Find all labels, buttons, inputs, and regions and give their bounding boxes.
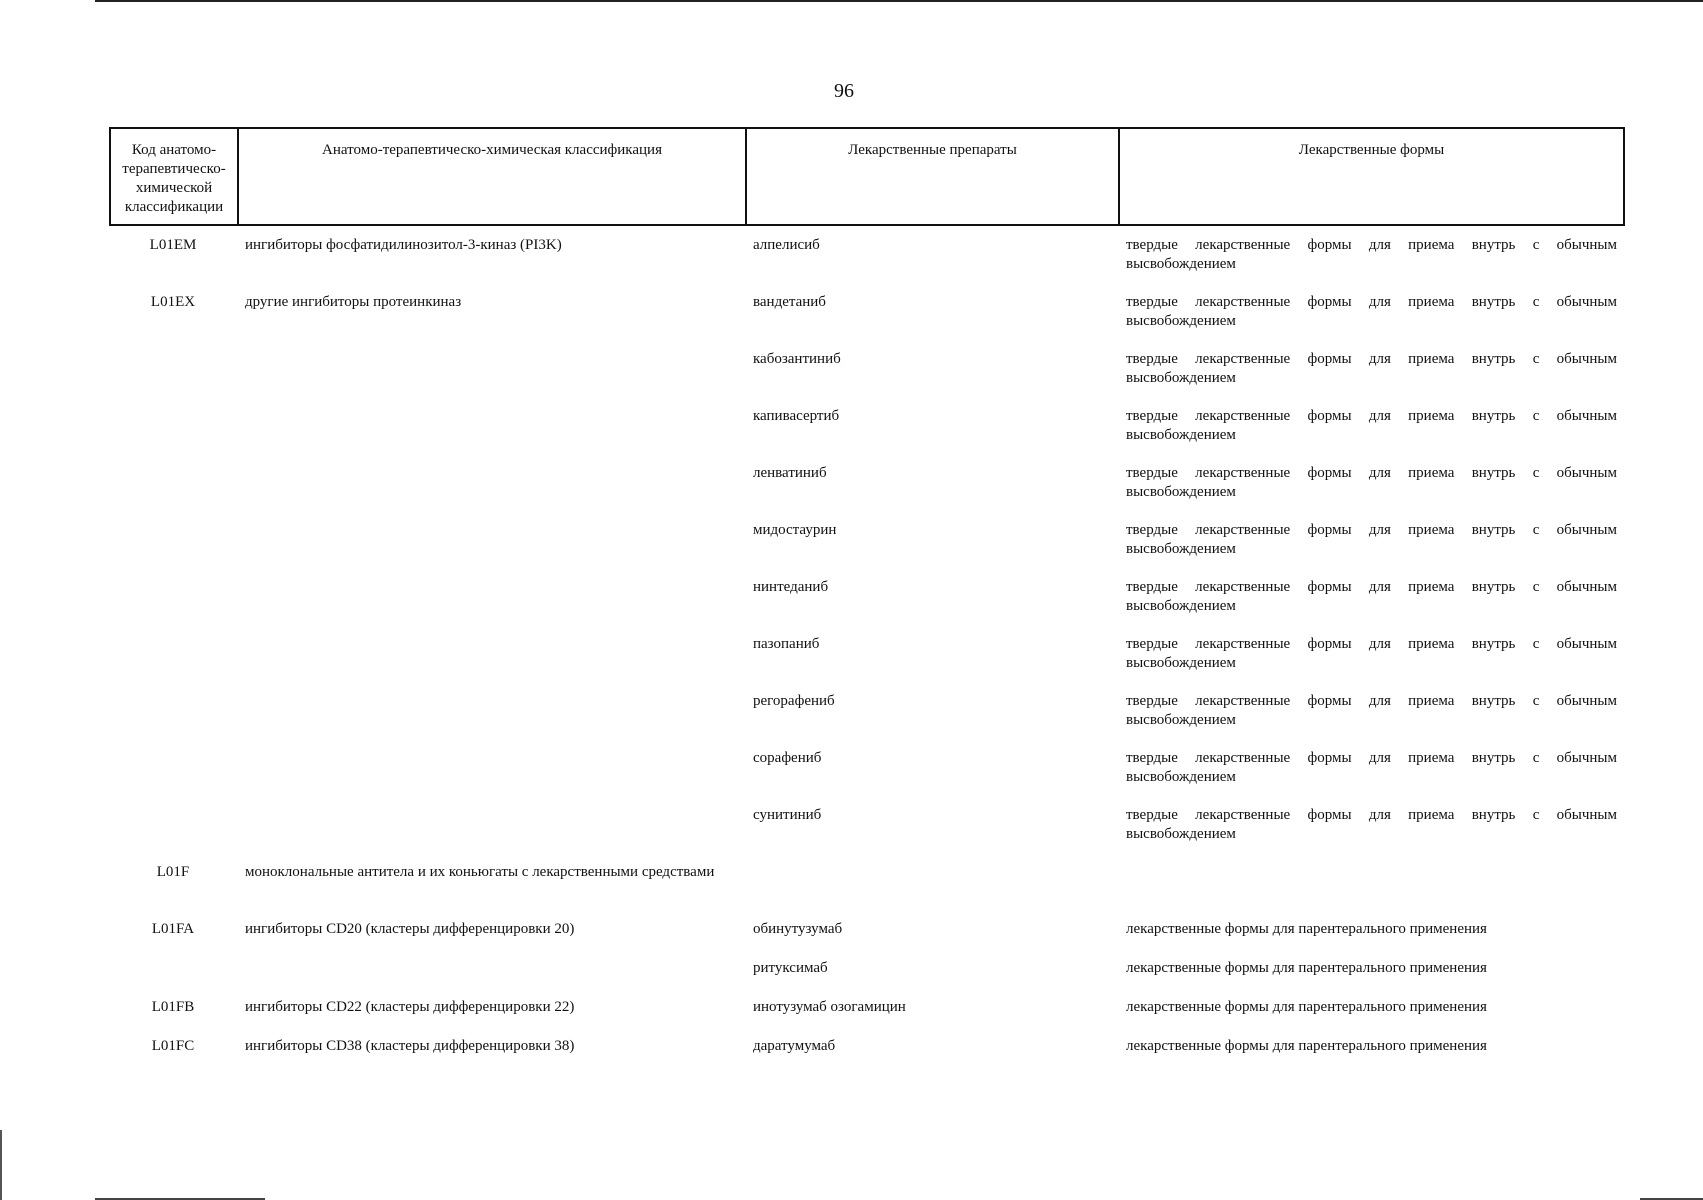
table-row [109,346,1623,403]
atc-code: L01FC [151,1038,195,1054]
atc-classification [237,460,745,517]
table-row [109,232,1623,289]
drug-name: вандетаниб [753,294,826,310]
atc-classification [237,631,745,688]
atc-code [109,955,237,994]
top-rule [95,0,1703,2]
header-classification: Анатомо-терапевтическо-химическая классификация [238,128,746,225]
atc-classification [237,346,745,403]
dosage-form: твердые лекарственные формы для приема внутрь с обычным высвобождением [1126,807,1617,842]
atc-classification [237,574,745,631]
table-row [109,859,1623,916]
table-row [109,460,1623,517]
drug-name [745,859,1118,916]
drug-name: сорафениб [753,750,822,766]
table-row [109,574,1623,631]
drug-name: ритуксимаб [753,960,828,976]
atc-code: L01F [156,864,190,880]
drug-name: ленватиниб [753,465,827,481]
dosage-form: твердые лекарственные формы для приема внутрь с обычным высвобождением [1126,408,1617,443]
dosage-form: твердые лекарственные формы для приема внутрь с обычным высвобождением [1126,522,1617,557]
scan-edge [0,1130,2,1200]
atc-code [109,517,237,574]
atc-code [109,574,237,631]
atc-code [109,460,237,517]
atc-classification: моноклональные антитела и их коньюгаты с лекарственными средствами [245,864,715,880]
table-row [109,916,1623,955]
table-row [109,994,1623,1033]
atc-classification: ингибиторы CD22 (кластеры дифференцировки 22) [245,999,575,1015]
atc-code: L01FB [151,999,195,1015]
table-row [109,289,1623,346]
dosage-form: твердые лекарственные формы для приема внутрь с обычным высвобождением [1126,636,1617,671]
atc-code [109,403,237,460]
atc-classification [237,688,745,745]
dosage-form: твердые лекарственные формы для приема внутрь с обычным высвобождением [1126,693,1617,728]
table-row [109,517,1623,574]
table-row [109,955,1623,994]
atc-code [109,745,237,802]
drug-name: сунитиниб [753,807,822,823]
dosage-form: лекарственные формы для парентерального применения [1126,1038,1487,1054]
table-row [109,631,1623,688]
table-row [109,802,1623,859]
atc-classification [237,403,745,460]
drug-name: регорафениб [753,693,835,709]
atc-code: L01FA [151,921,195,937]
atc-code [109,346,237,403]
atc-classification: другие ингибиторы протеинкиназ [245,294,462,310]
dosage-form: лекарственные формы для парентерального применения [1126,921,1487,937]
dosage-form: твердые лекарственные формы для приема внутрь с обычным высвобождением [1126,579,1617,614]
dosage-form: лекарственные формы для парентерального применения [1126,999,1487,1015]
dosage-form: твердые лекарственные формы для приема внутрь с обычным высвобождением [1126,465,1617,500]
header-drugs: Лекарственные препараты [746,128,1119,225]
dosage-form: твердые лекарственные формы для приема внутрь с обычным высвобождением [1126,351,1617,386]
table-row [109,1033,1623,1072]
atc-code: L01EM [149,237,197,253]
page-number: 96 [834,80,854,102]
table-row [109,403,1623,460]
atc-code [109,688,237,745]
drug-name: алпелисиб [753,237,820,253]
drug-name: обинутузумаб [753,921,843,937]
atc-classification: ингибиторы CD20 (кластеры дифференцировки 20) [245,921,575,937]
header-code: Код анатомо-терапевтическо-химической классификации [110,128,238,225]
atc-code [109,631,237,688]
dosage-form: твердые лекарственные формы для приема внутрь с обычным высвобождением [1126,294,1617,329]
drug-name: даратумумаб [753,1038,836,1054]
drug-name: кабозантиниб [753,351,841,367]
table-body [109,232,1623,1072]
drug-name: мидостаурин [753,522,837,538]
atc-classification: ингибиторы фосфатидилинозитол-3-киназ (PI3K) [245,237,562,253]
atc-classification: ингибиторы CD38 (кластеры дифференцировки 38) [245,1038,575,1054]
dosage-form: твердые лекарственные формы для приема внутрь с обычным высвобождением [1126,237,1617,272]
drug-name: инотузумаб озогамицин [753,999,906,1015]
atc-code [109,802,237,859]
table-row [109,688,1623,745]
atc-classification [237,955,745,994]
atc-classification [237,517,745,574]
dosage-form [1118,859,1623,916]
dosage-form: твердые лекарственные формы для приема внутрь с обычным высвобождением [1126,750,1617,785]
dosage-form: лекарственные формы для парентерального применения [1126,960,1487,976]
atc-classification [237,745,745,802]
header-forms: Лекарственные формы [1119,128,1624,225]
table-row [109,745,1623,802]
drug-name: капивасертиб [753,408,840,424]
atc-classification [237,802,745,859]
drug-name: пазопаниб [753,636,820,652]
atc-code: L01EX [150,294,196,310]
drug-name: нинтеданиб [753,579,829,595]
table-header [109,127,1625,226]
